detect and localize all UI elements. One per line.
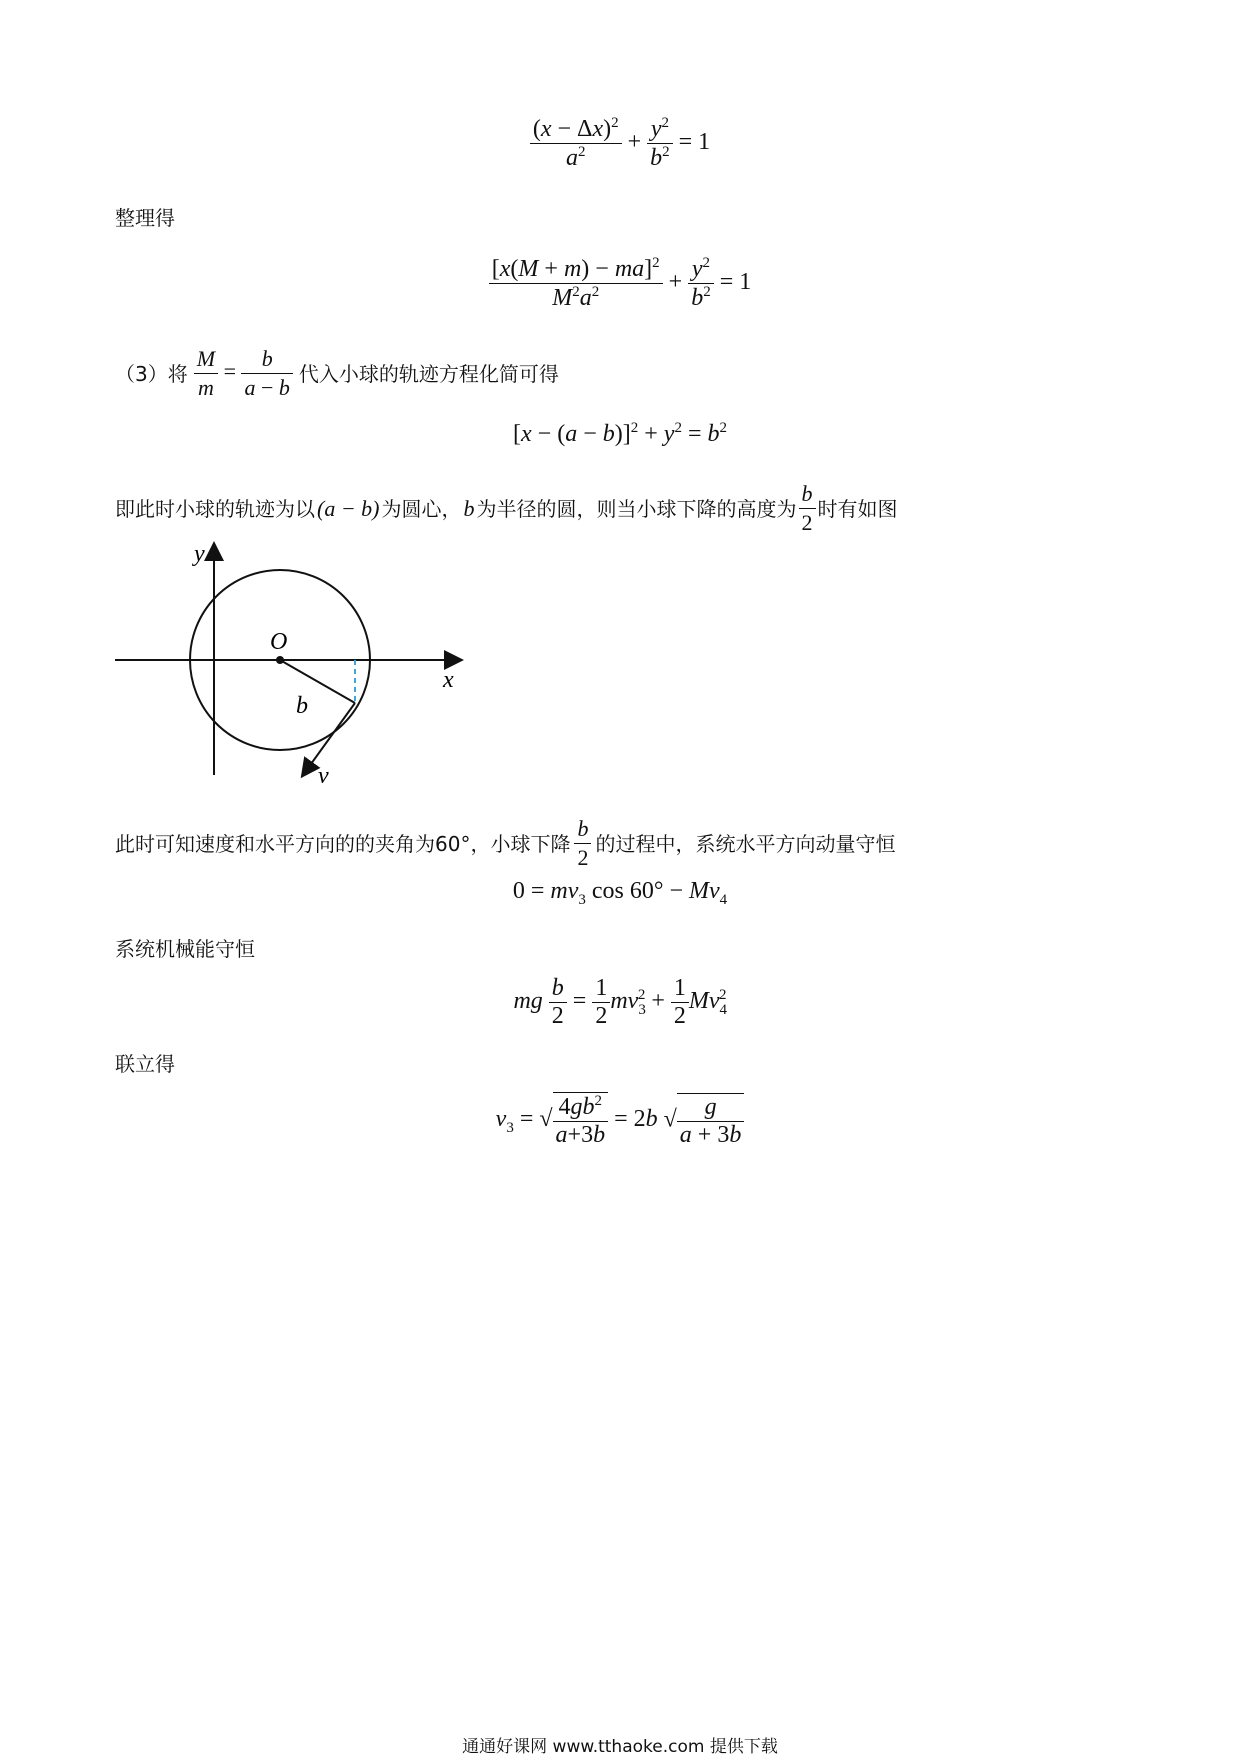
equation-circle: $[x - (a - b)]^2 + y^2 = b^2$ bbox=[513, 420, 727, 447]
y-axis-label: y bbox=[194, 541, 205, 567]
text-circle-prefix: 即此时小球的轨迹为以 bbox=[115, 496, 315, 521]
equation-energy: mg $\frac{b}{2}$ = $\frac{1}{2}$ $mv_3^2$ + $\frac{1}{2}$ $Mv_4^2$ bbox=[513, 975, 728, 1029]
center-expression: (a − b) bbox=[317, 495, 380, 521]
text-angle-prefix: 此时可知速度和水平方向的的夹角为60°，小球下降 bbox=[115, 831, 571, 856]
trajectory-diagram bbox=[110, 535, 470, 785]
text-angle-line bbox=[115, 815, 895, 872]
half-b-fraction-2: $\frac{b}{2}$ bbox=[574, 815, 591, 872]
velocity-vector bbox=[303, 703, 355, 775]
equation-momentum: $0 = mv_3$ $\cos 60^\circ - Mv_4$ bbox=[512, 878, 728, 908]
text-circle-suffix: 时有如图 bbox=[817, 496, 898, 521]
half-b-fraction: $\frac{b}{2}$ bbox=[799, 480, 816, 537]
velocity-label: v bbox=[318, 763, 329, 785]
text-combine: 联立得 bbox=[115, 1052, 175, 1076]
footer-credit: 通通好课网 www.tthaoke.com 提供下载 bbox=[462, 1737, 778, 1757]
equation-ellipse-expanded: $\frac{[x(M + m) - ma]^2}{M^2a^2}$ + $\frac{y^2}{b^2}$ = 1 bbox=[0, 255, 1240, 312]
x-axis-label: x bbox=[443, 667, 454, 693]
text-circle-mid: 为圆心， bbox=[381, 496, 462, 521]
text-angle-suffix: 的过程中，系统水平方向动量守恒 bbox=[595, 831, 896, 856]
origin-label: O bbox=[270, 629, 288, 655]
radius-label: b bbox=[296, 693, 308, 719]
equation-ellipse-shifted: $\frac{(x - \Delta x)^2}{a^2}$ + $\frac{y^2}{b^2}$ = 1 bbox=[0, 115, 1240, 172]
radius-line bbox=[280, 660, 355, 703]
text-circle-mid2: 为半径的圆，则当小球下降的高度为 bbox=[476, 496, 797, 521]
text-step3-suffix: 代入小球的轨迹方程化简可得 bbox=[298, 361, 559, 386]
text-step3-prefix: （3）将 bbox=[115, 361, 188, 386]
ratio-m-equation: $\frac{M}{m}$ = $\frac{b}{a - b}$ bbox=[194, 345, 293, 402]
text-circle-description bbox=[115, 480, 898, 537]
equation-result: $v_3$ = √ $\frac{4gb^2}{a+3b}$ = 2b √ $\frac{g}{a + 3b}$ bbox=[0, 1092, 1240, 1149]
text-energy: 系统机械能守恒 bbox=[115, 937, 255, 961]
text-step3 bbox=[115, 345, 559, 402]
radius-symbol: b bbox=[463, 495, 475, 521]
text-reorganize: 整理得 bbox=[115, 206, 175, 230]
